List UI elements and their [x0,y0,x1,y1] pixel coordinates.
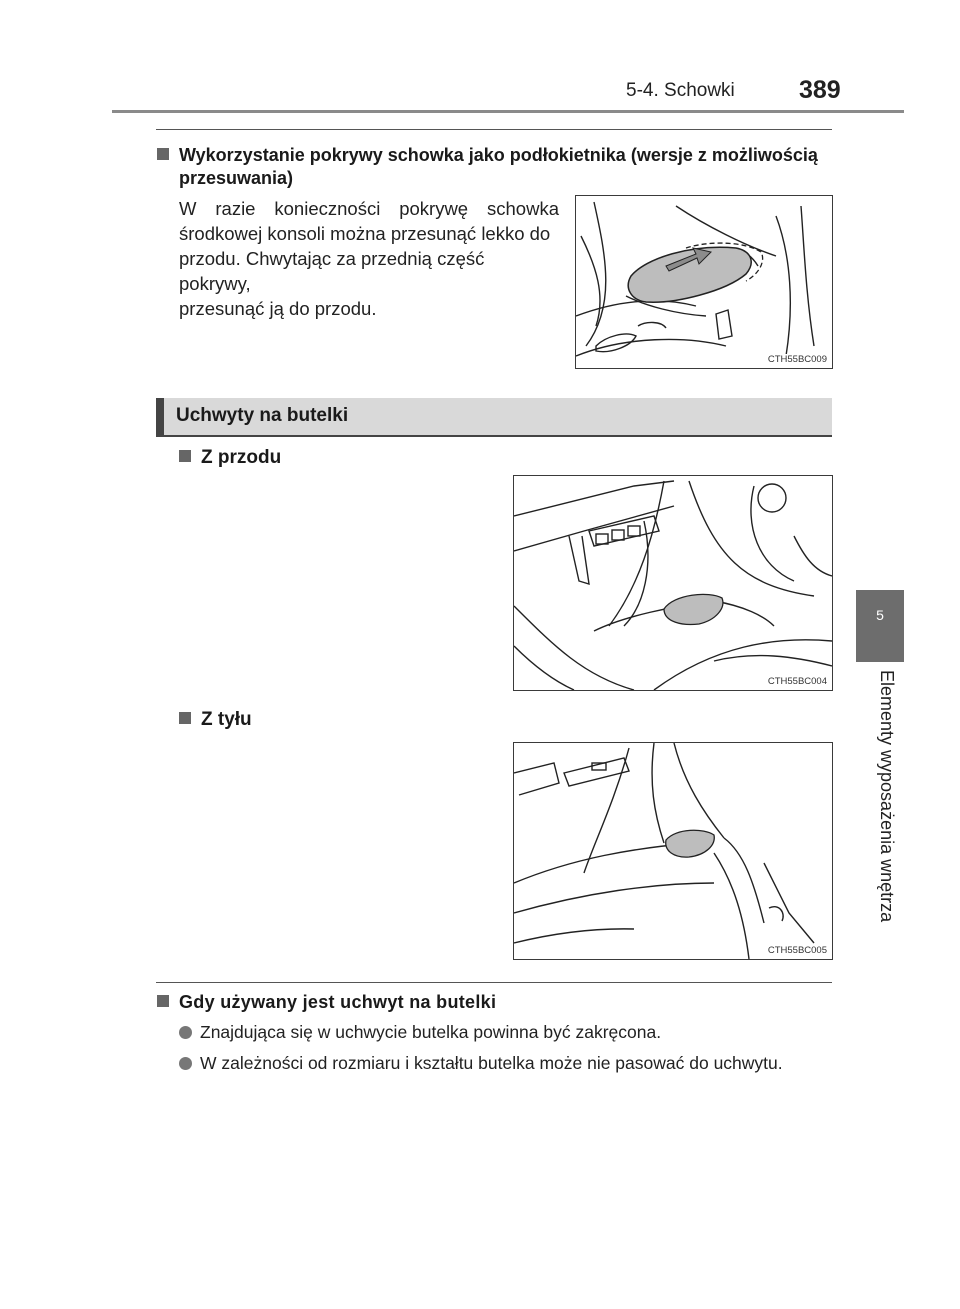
subheading-front-label: Z przodu [201,447,282,468]
square-bullet-icon [179,450,191,462]
note-heading-line1: Wykorzystanie pokrywy schowka jako podłokietnika (wersje z możliwością [179,145,818,165]
note-body-line: przesunąć ją do przodu. [179,298,377,319]
note-heading-line2: przesuwania) [179,168,294,188]
subheading-front [179,447,281,469]
chapter-tab [856,590,904,662]
square-bullet-icon [157,148,169,160]
chapter-number: 5 [876,607,884,623]
note-body-line: przodu. Chwytając za przednią część pokrywy, [179,248,485,294]
chapter-title: Elementy wyposażenia wnętrza [877,670,897,923]
note2-bullet-text: W zależności od rozmiaru i kształtu butelka może nie pasować do uchwytu. [200,1053,783,1073]
front-holder-drawing [514,476,832,690]
note2-bullet-text: Znajdująca się w uchwycie butelka powinna być zakręcona. [200,1022,662,1042]
note2-bullet [179,1022,661,1043]
armrest-slide-illustration [575,195,833,369]
rear-holder-drawing [514,743,832,959]
rear-bottle-holder-illustration [513,742,833,960]
note2-heading-text: Gdy używany jest uchwyt na butelki [179,992,497,1012]
square-bullet-icon [157,995,169,1007]
note2-bullet [179,1053,783,1074]
round-bullet-icon [179,1057,192,1070]
subheading-rear-label: Z tyłu [201,709,252,730]
note2-heading [157,992,496,1013]
note-divider-top [156,129,832,130]
round-bullet-icon [179,1026,192,1039]
front-bottle-holder-illustration [513,475,833,691]
section-heading: Uchwyty na butelki [176,405,349,426]
section-band-underline [156,435,832,437]
note-body [179,196,559,321]
armrest-drawing [576,196,832,368]
note-body-line: środkowej konsoli można przesunąć lekko do [179,223,551,244]
header-divider [112,110,904,113]
note-heading [157,145,847,166]
subheading-rear [179,709,252,731]
section-band-marker [156,398,164,436]
note-divider-bottom [156,982,832,983]
figure-code: CTH55BC004 [767,676,827,687]
figure-code: CTH55BC009 [767,354,827,365]
page-number: 389 [799,76,841,104]
section-title-header: 5-4. Schowki [626,80,735,101]
figure-code: CTH55BC005 [767,945,827,956]
square-bullet-icon [179,712,191,724]
note-body-line: W razie konieczności pokrywę schowka [179,198,559,219]
